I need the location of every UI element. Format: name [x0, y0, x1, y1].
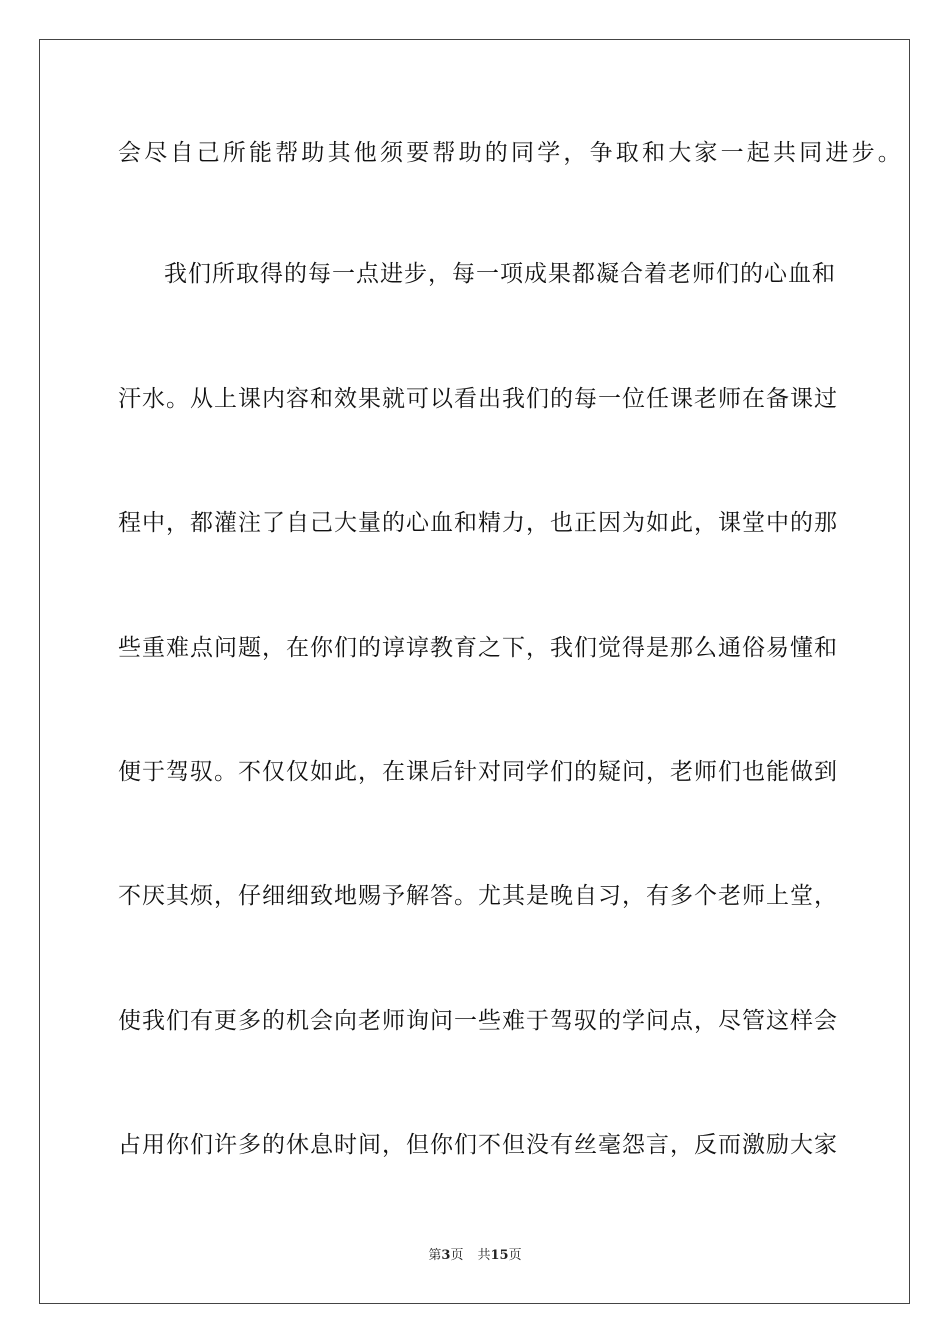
- page-suffix: 页: [450, 1248, 464, 1263]
- paragraph-line: 些重难点问题，在你们的谆谆教育之下，我们觉得是那么通俗易懂和: [118, 635, 838, 661]
- paragraph-line: 占用你们许多的休息时间，但你们不但没有丝毫怨言，反而激励大家: [118, 1132, 838, 1158]
- total-suffix: 页: [508, 1248, 522, 1263]
- paragraph-line: 使我们有更多的机会向老师询问一些难于驾驭的学问点，尽管这样会: [118, 1008, 838, 1034]
- paragraph-line: 不厌其烦，仔细细致地赐予解答。尤其是晚自习，有多个老师上堂，: [118, 883, 838, 909]
- paragraph-line: 会尽自己所能帮助其他须要帮助的同学，争取和大家一起共同进步。: [118, 140, 904, 166]
- paragraph-line: 便于驾驭。不仅仅如此，在课后针对同学们的疑问，老师们也能做到: [118, 759, 838, 785]
- total-prefix: 共: [477, 1248, 491, 1263]
- total-pages: 15: [490, 1248, 509, 1263]
- paragraph-line: 我们所取得的每一点进步，每一项成果都凝合着老师们的心血和: [164, 261, 836, 287]
- page-number: 3: [441, 1248, 451, 1263]
- page-border: [39, 39, 910, 1304]
- paragraph-line: 程中，都灌注了自己大量的心血和精力，也正因为如此，课堂中的那: [118, 510, 838, 536]
- page-footer: [0, 1247, 950, 1265]
- paragraph-line: 汗水。从上课内容和效果就可以看出我们的每一位任课老师在备课过: [118, 386, 838, 412]
- page-prefix: 第: [428, 1248, 442, 1263]
